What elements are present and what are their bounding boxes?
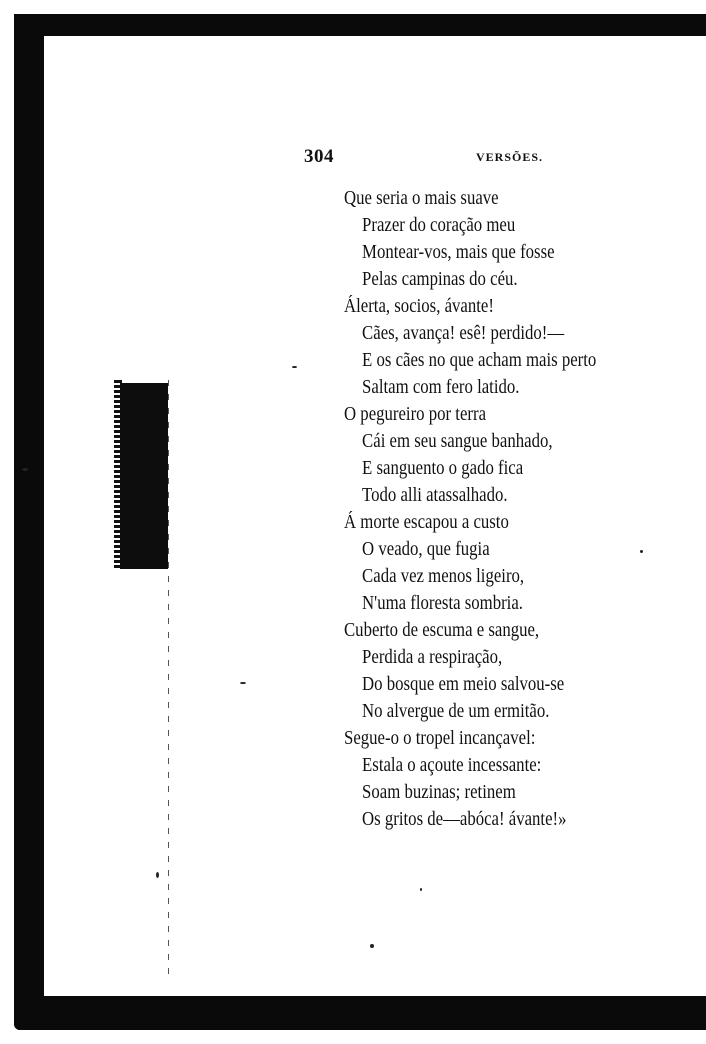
page-header	[304, 146, 564, 170]
poem-line: Cuberto de escuma e sangue,	[344, 620, 540, 641]
poem-line: Montear-vos, mais que fosse	[362, 242, 555, 263]
poem-line: N'uma floresta sombria.	[362, 593, 523, 614]
scan-speck	[420, 888, 422, 891]
poem-line: Cada vez menos ligeiro,	[362, 566, 525, 587]
poem-line: Os gritos de—abóca! ávante!»	[362, 809, 567, 830]
scan-speck	[22, 468, 28, 471]
poem-line: O pegureiro por terra	[344, 404, 487, 425]
scan-speck	[156, 872, 159, 878]
running-head: VERSÕES.	[476, 150, 544, 164]
scan-border-left	[14, 14, 44, 1030]
poem-line: E os cães no que acham mais perto	[362, 350, 597, 371]
poem-line: Pelas campinas do céu.	[362, 269, 518, 290]
page-number: 304	[304, 146, 334, 167]
poem-line: Todo alli atassalhado.	[362, 485, 508, 506]
poem-line: Cães, avança! esê! perdido!—	[362, 323, 565, 344]
poem-line: Segue-o o tropel incançavel:	[344, 728, 536, 749]
poem-line: Que seria o mais suave	[344, 188, 499, 209]
poem-line: Do bosque em meio salvou-se	[362, 674, 565, 695]
poem-line: E sanguento o gado fica	[362, 458, 524, 479]
scan-border-bottom	[14, 996, 706, 1030]
scan-fold-line	[168, 380, 169, 980]
poem-line: Estala o açoute incessante:	[362, 755, 542, 776]
poem-line: Prazer do coração meu	[362, 215, 516, 236]
poem-line: Cái em seu sangue banhado,	[362, 431, 553, 452]
poem-line: O veado, que fugia	[362, 539, 490, 560]
poem-line: Perdida a respiração,	[362, 647, 503, 668]
scan-speck	[370, 944, 374, 948]
poem-line: Álerta, socios, ávante!	[344, 296, 494, 317]
scan-border-top	[14, 14, 706, 36]
poem-line: Saltam com fero latido.	[362, 377, 520, 398]
poem-line: No alvergue de um ermitão.	[362, 701, 550, 722]
poem-line: Soam buzinas; retinem	[362, 782, 516, 803]
poem-text	[344, 185, 684, 833]
scan-speck	[292, 366, 297, 368]
scan-smudge	[120, 383, 168, 569]
poem-line: Á morte escapou a custo	[344, 512, 509, 533]
scan-speck	[240, 682, 246, 684]
